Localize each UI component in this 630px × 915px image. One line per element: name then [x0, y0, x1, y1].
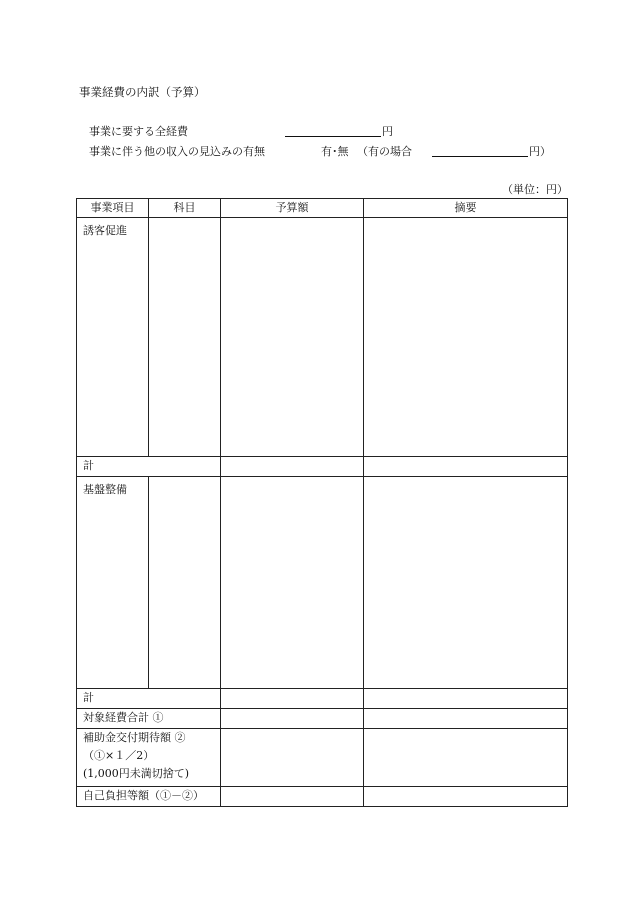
eligible-total-row	[77, 709, 568, 729]
total-cost-unit: 円	[382, 125, 393, 138]
section1-label: 誘客促進	[77, 218, 149, 457]
section2-row	[77, 477, 568, 689]
header-item: 事業項目	[77, 199, 149, 218]
section1-summary-cell[interactable]	[364, 218, 568, 457]
self-burden-label: 自己負担等額（①－②）	[77, 787, 221, 807]
section1-subtotal-budget[interactable]	[221, 457, 364, 477]
subsidy-summary[interactable]	[364, 729, 568, 787]
self-burden-budget[interactable]	[221, 787, 364, 807]
eligible-total-budget[interactable]	[221, 709, 364, 729]
subsidy-label-line2: （①×１／2）	[83, 749, 155, 762]
section2-subtotal-label: 計	[77, 689, 221, 709]
self-burden-row	[77, 787, 568, 807]
document-title: 事業経費の内訳（予算）	[79, 85, 206, 99]
other-income-label: 事業に伴う他の収入の見込みの有無	[89, 145, 265, 158]
section2-subtotal-summary[interactable]	[364, 689, 568, 709]
section1-row	[77, 218, 568, 457]
other-income-case-label: （有の場合	[357, 145, 412, 158]
total-cost-label: 事業に要する全経費	[89, 125, 188, 138]
other-income-unit: 円）	[529, 145, 551, 158]
section2-subtotal-row	[77, 689, 568, 709]
header-subject: 科目	[149, 199, 221, 218]
subsidy-budget[interactable]	[221, 729, 364, 787]
section1-subject-cell[interactable]	[149, 218, 221, 457]
self-burden-summary[interactable]	[364, 787, 568, 807]
section2-subject-cell[interactable]	[149, 477, 221, 689]
subsidy-row	[77, 729, 568, 787]
subsidy-label	[77, 729, 221, 787]
section2-budget-cell[interactable]	[221, 477, 364, 689]
unit-note: （単位：円）	[502, 183, 568, 196]
section1-subtotal-summary[interactable]	[364, 457, 568, 477]
eligible-total-summary[interactable]	[364, 709, 568, 729]
budget-table	[76, 198, 568, 807]
section1-subtotal-row	[77, 457, 568, 477]
section1-budget-cell[interactable]	[221, 218, 364, 457]
table-header-row	[77, 199, 568, 218]
section1-subtotal-label: 計	[77, 457, 221, 477]
subsidy-label-line1: 補助金交付期待額 ②	[83, 731, 186, 744]
subsidy-label-line3: (1,000円未満切捨て)	[83, 767, 190, 780]
eligible-total-label: 対象経費合計 ①	[77, 709, 221, 729]
section2-subtotal-budget[interactable]	[221, 689, 364, 709]
section2-label: 基盤整備	[77, 477, 149, 689]
header-budget: 予算額	[221, 199, 364, 218]
other-income-choice[interactable]: 有･無	[321, 145, 349, 158]
section2-summary-cell[interactable]	[364, 477, 568, 689]
other-income-blank[interactable]	[432, 143, 528, 157]
header-summary: 摘要	[364, 199, 568, 218]
total-cost-blank[interactable]	[285, 123, 381, 137]
